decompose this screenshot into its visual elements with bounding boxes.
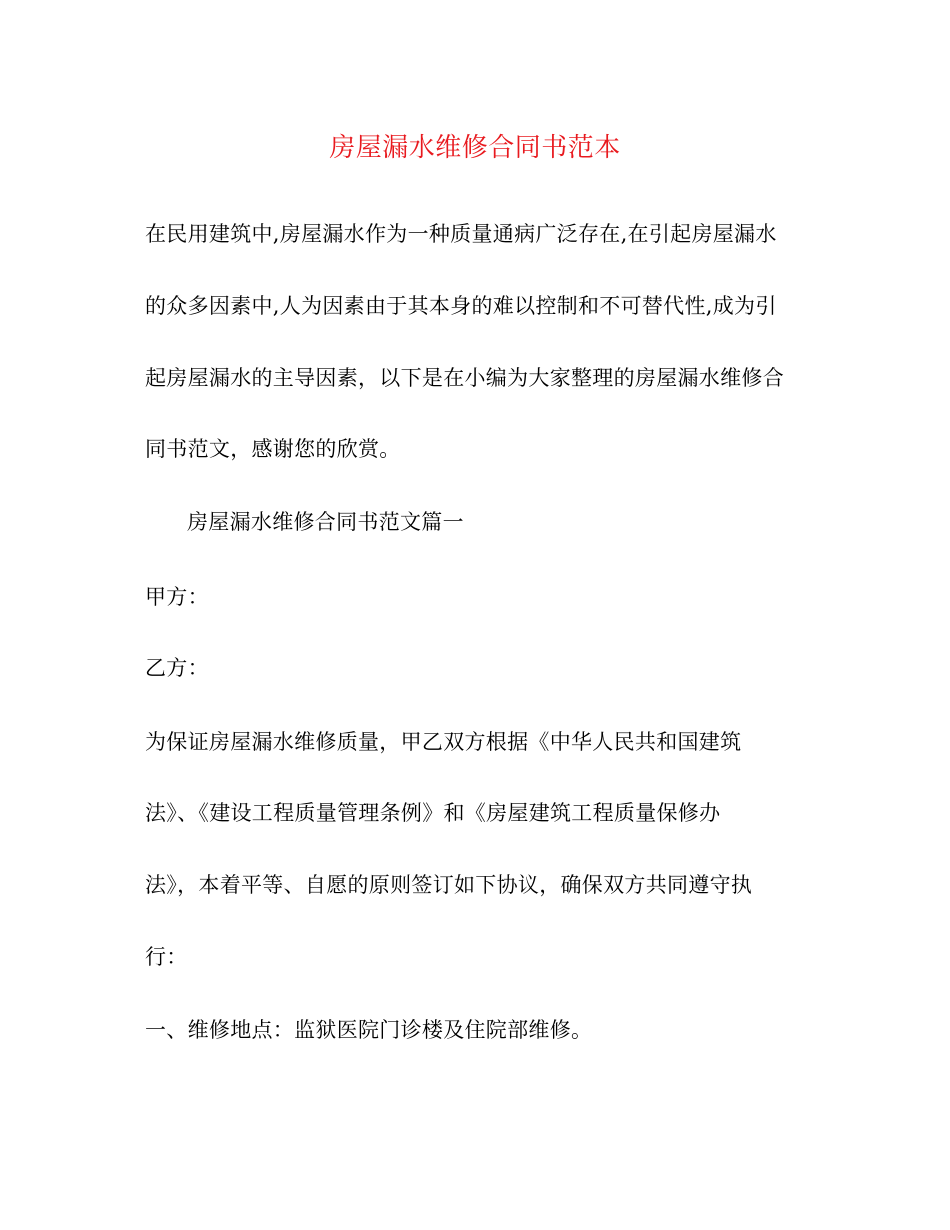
section-heading: 房屋漏水维修合同书范文篇一 bbox=[187, 510, 464, 534]
preamble-line-2: 法》、《建设工程质量管理条例》和《房屋建筑工程质量保修办 bbox=[145, 801, 721, 825]
intro-line-1: 在民用建筑中,房屋漏水作为一种质量通病广泛存在,在引起房屋漏水 bbox=[145, 222, 777, 246]
document-title: 房屋漏水维修合同书范本 bbox=[329, 133, 621, 163]
party-b-label: 乙方： bbox=[145, 656, 209, 680]
intro-line-4: 同书范文，感谢您的欣赏。 bbox=[145, 437, 401, 461]
intro-line-3: 起房屋漏水的主导因素，以下是在小编为大家整理的房屋漏水维修合 bbox=[145, 366, 784, 390]
preamble-line-1: 为保证房屋漏水维修质量，甲乙双方根据《中华人民共和国建筑 bbox=[145, 730, 742, 754]
preamble-line-4: 行： bbox=[145, 945, 188, 969]
intro-line-2: 的众多因素中,人为因素由于其本身的难以控制和不可替代性,成为引 bbox=[145, 294, 777, 318]
party-a-label: 甲方： bbox=[145, 585, 209, 609]
clause-1: 一、维修地点：监狱医院门诊楼及住院部维修。 bbox=[145, 1018, 593, 1042]
preamble-line-3: 法》，本着平等、自愿的原则签订如下协议，确保双方共同遵守执 bbox=[145, 873, 753, 897]
